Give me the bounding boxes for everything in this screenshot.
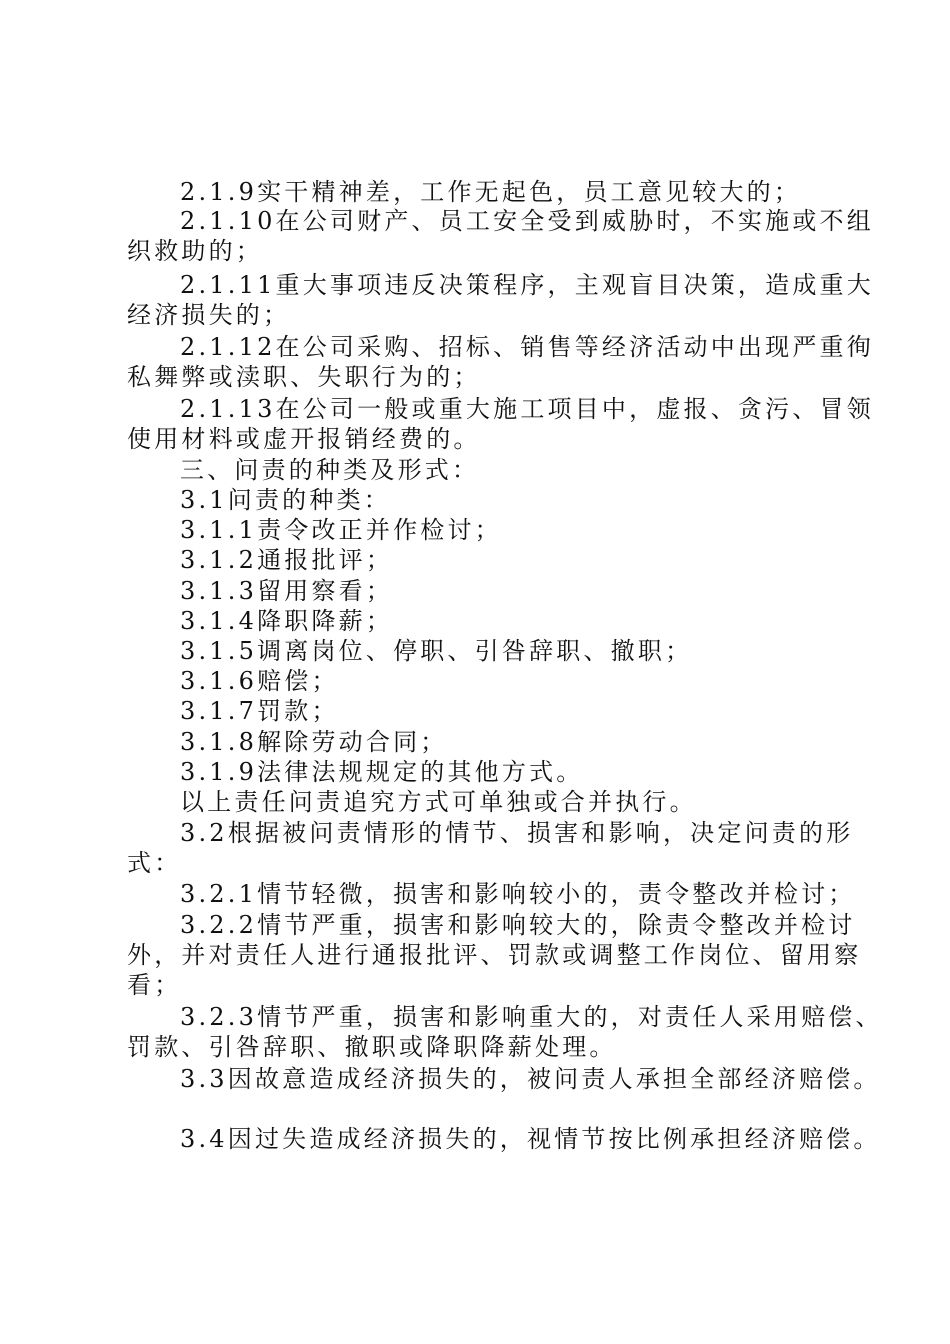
list-item: 3.1.8解除劳动合同； (180, 728, 448, 756)
paragraph-line: 2.1.9实干精神差，工作无起色，员工意见较大的； (180, 178, 802, 206)
paragraph-line: 3.2.2情节严重，损害和影响较大的，除责令整改并检讨 (180, 911, 856, 939)
paragraph-line: 以上责任问责追究方式可单独或合并执行。 (180, 788, 697, 816)
list-item: 3.1.9法律法规规定的其他方式。 (180, 758, 584, 786)
paragraph-line: 2.1.10在公司财产、员工安全受到威胁时，不实施或不组 (180, 207, 874, 235)
paragraph-line: 2.1.11重大事项违反决策程序，主观盲目决策，造成重大 (180, 271, 874, 299)
paragraph-line: 3.2根据被问责情形的情节、损害和影响，决定问责的形 (180, 819, 854, 847)
paragraph-line: 3.2.1情节轻微，损害和影响较小的，责令整改并检讨； (180, 880, 856, 908)
paragraph-line: 3.1问责的种类： (180, 486, 391, 514)
paragraph-line: 2.1.13在公司一般或重大施工项目中，虚报、贪污、冒领 (180, 395, 874, 423)
paragraph-line: 经济损失的； (127, 301, 291, 329)
paragraph-line: 私舞弊或渎职、失职行为的； (127, 363, 481, 391)
paragraph-line: 看； (127, 971, 182, 999)
paragraph-line: 2.1.12在公司采购、招标、销售等经济活动中出现严重徇 (180, 333, 874, 361)
paragraph-line: 使用材料或虚开报销经费的。 (127, 425, 481, 453)
list-item: 3.1.2通报批评； (180, 546, 394, 574)
paragraph-line: 罚款、引咎辞职、撤职或降职降薪处理。 (127, 1033, 617, 1061)
list-item: 3.1.1责令改正并作检讨； (180, 516, 502, 544)
paragraph-line: 织救助的； (127, 237, 263, 265)
paragraph-line: 式： (127, 849, 182, 877)
list-item: 3.1.3留用察看； (180, 577, 394, 605)
list-item: 3.1.5调离岗位、停职、引咎辞职、撤职； (180, 637, 693, 665)
list-item: 3.1.4降职降薪； (180, 607, 394, 635)
list-item: 3.1.6赔偿； (180, 667, 339, 695)
list-item: 3.1.7罚款； (180, 697, 339, 725)
paragraph-line: 3.3因故意造成经济损失的，被问责人承担全部经济赔偿。 (180, 1065, 881, 1093)
paragraph-line: 外，并对责任人进行通报批评、罚款或调整工作岗位、留用察 (127, 941, 862, 969)
section-heading: 三、问责的种类及形式： (180, 456, 480, 484)
paragraph-line: 3.4因过失造成经济损失的，视情节按比例承担经济赔偿。 (180, 1125, 881, 1153)
paragraph-line: 3.2.3情节严重，损害和影响重大的，对责任人采用赔偿、 (180, 1003, 883, 1031)
